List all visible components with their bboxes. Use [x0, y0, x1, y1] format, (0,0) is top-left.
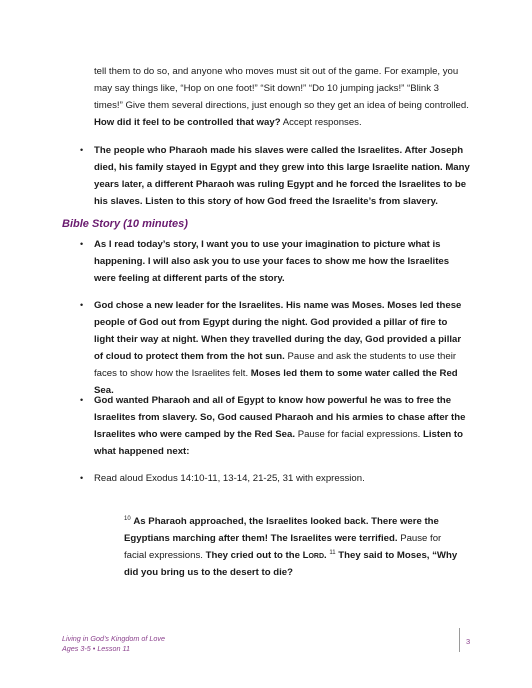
verse-number-10: 10 [124, 515, 131, 522]
bullet-imagination [94, 236, 470, 287]
bullet-pharaoh-slaves [94, 142, 470, 210]
footer-separator: • [92, 644, 96, 653]
verse-10-pause: Pause for facial expressions. [124, 533, 442, 561]
bullet-pharaoh-chase-listen: Listen to what happened next: [94, 429, 463, 457]
bullet-marker: • [80, 395, 84, 405]
bullet-moses [94, 297, 470, 399]
bullet-moses-bold: God chose a new leader for the Israelites. His name was Moses. Moses led these people of God out from Egypt during the night. God provided a pillar of fire to light their way at night. When they travelled during the day, God provided a pillar of cloud to protect them from the hot sun. [94, 300, 462, 362]
verse-number-11: 11 [329, 549, 336, 556]
intro-response: Accept responses. [282, 117, 362, 128]
verse-10-period: . [324, 550, 327, 561]
bullet-pharaoh-chase-bold: God wanted Pharaoh and all of Egypt to know how powerful he was to free the Israelites from slavery. So, God caused Pharaoh and his armies to chase after the Israelites who were camped by the Red Sea. [94, 395, 466, 440]
footer-lesson-info [62, 644, 165, 654]
verse-11-text: They said to Moses, “Why did you bring us to the desert to die? [124, 550, 458, 578]
bullet-pharaoh-chase-pause: Pause for facial expressions. [297, 429, 421, 440]
footer-curriculum-title: Living in God’s Kingdom of Love [62, 634, 165, 643]
section-title-bible-story: Bible Story (10 minutes) [62, 218, 188, 230]
bullet-marker: • [80, 145, 84, 155]
footer [62, 634, 165, 654]
bullet-moses-pause: Pause and ask the students to use their faces to show how the Israelites felt. [94, 351, 457, 379]
intro-text: tell them to do so, and anyone who moves must sit out of the game. For example, you may say things like, “Hop on one foot!” “Sit down!” “Do 10 jumping jacks!” “Blink 3 times!” Give them several directions, just enough so they get an idea of being controlled. [94, 66, 469, 111]
bullet-imagination-text: As I read today’s story, I want you to use your imagination to picture what is happening. I will also ask you to use your faces to show me how the Israelites were feeling at different parts of the story. [94, 239, 450, 284]
verse-10-lord: Lord [302, 550, 325, 561]
verse-10-text: As Pharaoh approached, the Israelites looked back. There were the Egyptians marching after them! The Israelites were terrified. [124, 516, 439, 544]
bullet-marker: • [80, 473, 84, 483]
scripture-passage [124, 513, 460, 581]
bullet-pharaoh-slaves-text: The people who Pharaoh made his slaves were called the Israelites. After Joseph died, his family stayed in Egypt and they grew into this large Israelite nation. Many years later, a different Pharaoh was ruling Egypt and he forced the Israelites to be his slaves. Listen to this story of how God freed the Israelite’s from slavery. [94, 145, 470, 207]
footer-lesson: Lesson 11 [97, 644, 130, 653]
bullet-read-aloud [94, 470, 470, 487]
footer-divider [459, 628, 460, 652]
bullet-pharaoh-chase [94, 392, 470, 460]
bullet-read-aloud-text: Read aloud Exodus 14:10-11, 13-14, 21-25, 31 with expression. [94, 473, 365, 484]
page-number: 3 [466, 637, 471, 646]
verse-10-cry: They cried out to the [205, 550, 300, 561]
footer-ages: Ages 3-5 [62, 644, 91, 653]
intro-question: How did it feel to be controlled that way? [94, 117, 281, 128]
bullet-marker: • [80, 239, 84, 249]
bullet-moses-red-sea: Moses led them to some water called the Red Sea. [94, 368, 458, 396]
intro-paragraph [94, 63, 470, 131]
bullet-marker: • [80, 300, 84, 310]
